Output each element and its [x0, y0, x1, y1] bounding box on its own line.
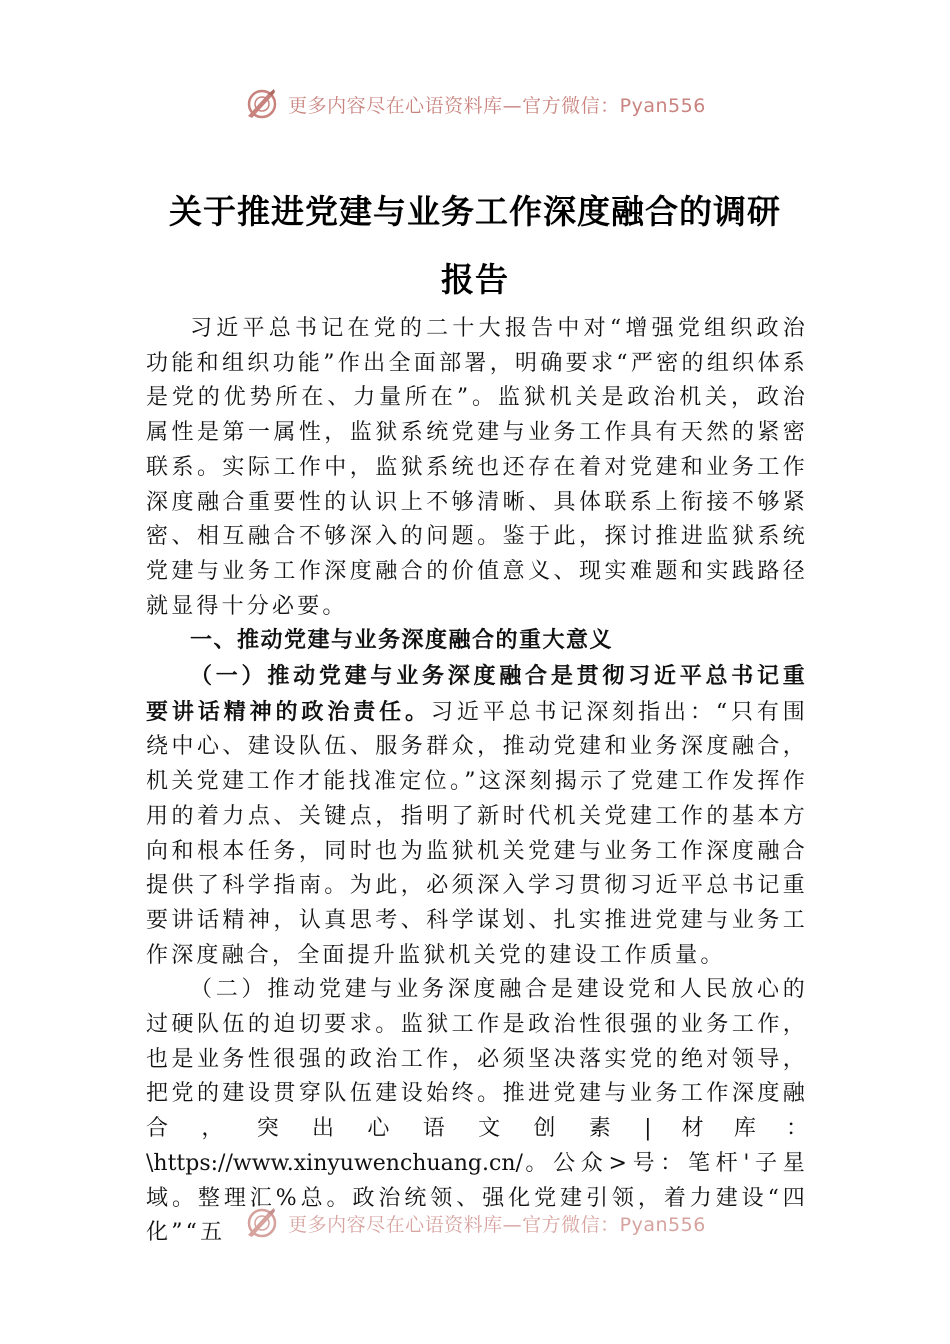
watermark-header	[0, 84, 950, 124]
document-body	[146, 312, 808, 1251]
intro-paragraph: 习近平总书记在党的二十大报告中对“增强党组织政治功能和组织功能”作出全面部署，明确要求“严密的组织体系是党的优势所在、力量所在”。监狱机关是政治机关，政治属性是第一属性，监狱系统党建与业务工作具有天然的紧密联系。实际工作中，监狱系统也还存在着对党建和业务工作深度融合重要性的认识上不够清晰、具体联系上衔接不够紧密、相互融合不够深入的问题。鉴于此，探讨推进监狱系统党建与业务工作深度融合的价值意义、现实难题和实践路径就显得十分必要。	[146, 316, 808, 619]
subsection-1-paragraph	[146, 659, 808, 973]
subsection-1-body: 习近平总书记深刻指出：“只有围绕中心、建设队伍、服务群众，推动党建和业务深度融合，机关党建工作才能找准定位。”这深刻揭示了党建工作发挥作用的着力点、关键点，指明了新时代机关党建工作的基本方向和根本任务，同时也为监狱机关党建与业务工作深度融合提供了科学指南。为此，必须深入学习贯彻习近平总书记重要讲话精神，认真思考、科学谋划、扎实推进党建与业务工作深度融合，全面提升监狱机关党的建设工作质量。	[146, 699, 808, 968]
section-heading-1: 一、推动党建与业务深度融合的重大意义	[190, 628, 614, 654]
watermark-footer	[0, 1203, 950, 1243]
brush-logo-icon	[244, 1205, 280, 1241]
subsection-1-lead: （一）推动党建与业务深度融合是贯彻习近平总书记重要讲话精神的政治责任。	[146, 663, 808, 725]
source-url-link[interactable]: |材库：\https://www.xinyuwenchuang.cn/	[146, 1116, 808, 1176]
subsection-2-text-a: （二）推动党建与业务深度融合是建设党和人民放心的过硬队伍的迫切要求。监狱工作是政治性很强的业务工作，也是业务性很强的政治工作，必须坚决落实党的绝对领导，把党的建设贯穿队伍建设始终。推进党建与业务工作深度融合，突出心语文创素	[146, 977, 808, 1142]
watermark-text: 更多内容尽在心语资料库—官方微信：Pyan556	[288, 1213, 706, 1236]
brush-logo-icon	[244, 86, 280, 122]
document-title-line-2: 报告	[441, 260, 509, 299]
watermark-text: 更多内容尽在心语资料库—官方微信：Pyan556	[288, 94, 706, 117]
document-title-line-1: 关于推进党建与业务工作深度融合的调研	[169, 192, 781, 231]
subsection-2-text-b: 。公众>号：笔杆'子星域。整理汇%总。政治统领、强化党建引领，着力建设“四化”“五	[146, 1150, 808, 1246]
